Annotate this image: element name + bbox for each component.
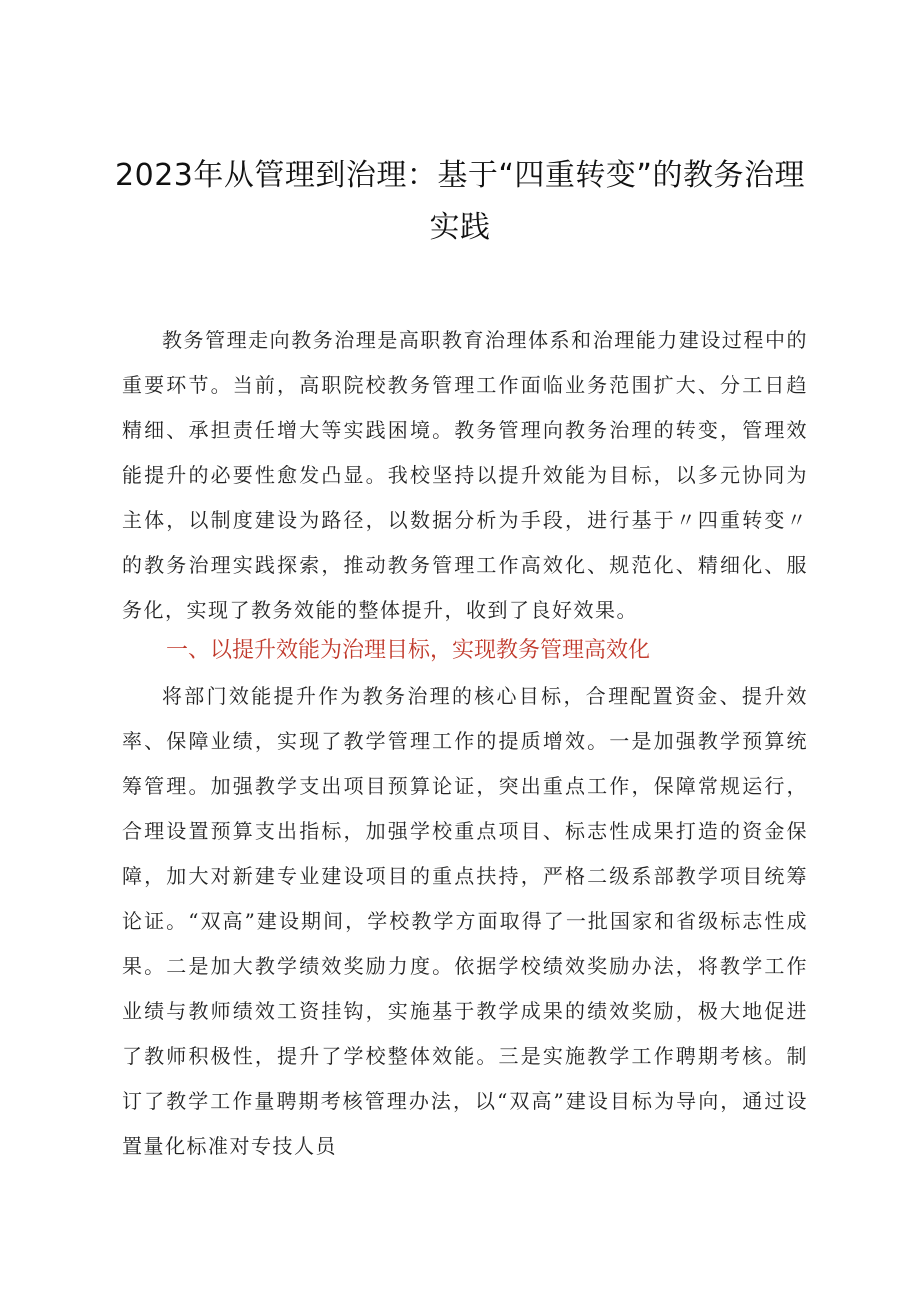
intro-paragraph: 教务管理走向教务治理是高职教育治理体系和治理能力建设过程中的重要环节。当前，高职院校教务管理工作面临业务范围扩大、分工日趋精细、承担责任增大等实践困境。教务管理向教务治理的转变，管理效能提升的必要性愈发凸显。我校坚持以提升效能为目标，以多元协同为主体，以制度建设为路径，以数据分析为手段，进行基于〃四重转变〃的教务治理实践探索，推动教务管理工作高效化、规范化、精细化、服务化，实现了教务效能的整体提升，收到了良好效果。 [122, 328, 808, 622]
section-paragraph: 将部门效能提升作为教务治理的核心目标，合理配置资金、提升效率、保障业绩，实现了教学管理工作的提质增效。一是加强教学预算统筹管理。加强教学支出项目预算论证，突出重点工作，保障常规运行，合理设置预算支出指标，加强学校重点项目、标志性成果打造的资金保障，加大对新建专业建设项目的重点扶持，严格二级系部教学项目统筹论证。“双高”建设期间，学校教学方面取得了一批国家和省级标志性成果。二是加大教学绩效奖励力度。依据学校绩效奖励办法，将教学工作业绩与教师绩效工资挂钩，实施基于教学成果的绩效奖励，极大地促进了教师积极性，提升了学校整体效能。三是实施教学工作聘期考核。制订了教学工作量聘期考核管理办法，以“双高”建设目标为导向，通过设置量化标准对专技人员 [122, 684, 808, 1158]
document-title: 2023年从管理到治理：基于“四重转变”的教务治理实践 [115, 158, 805, 245]
section-heading: 一、以提升效能为治理目标，实现教务管理高效化 [166, 638, 651, 663]
